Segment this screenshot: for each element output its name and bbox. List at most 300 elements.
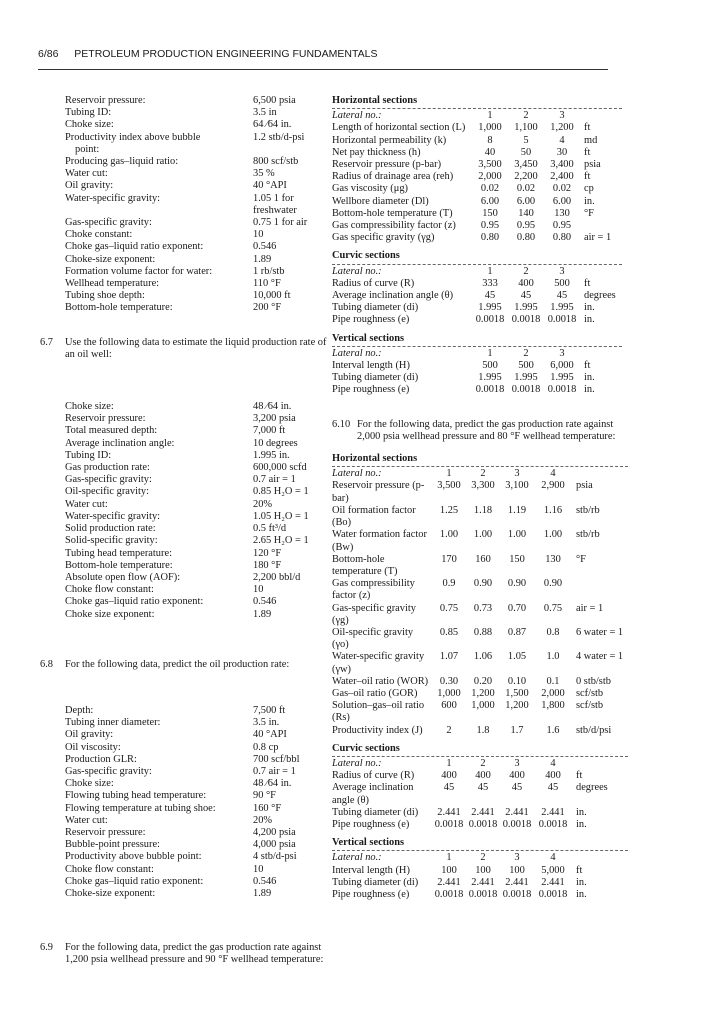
row-label: Gas compressibility factor (z): [332, 220, 456, 232]
data-label: Water cut:: [65, 814, 108, 826]
table-row: [332, 676, 628, 688]
data-row: [65, 499, 333, 511]
data-label: Choke constant:: [65, 229, 133, 241]
problem-6-7: [40, 337, 333, 361]
table-cell: ft: [584, 171, 591, 183]
problem-6-6-data: [65, 95, 333, 315]
table-row: [332, 578, 628, 602]
table-cell: in.: [576, 876, 587, 888]
table-cell: 150: [482, 207, 498, 219]
data-label: Reservoir pressure:: [65, 95, 146, 106]
table-cell: in.: [576, 806, 587, 818]
table-row: [332, 865, 628, 877]
row-label: Water formation factor (Bw): [332, 529, 427, 553]
row-label: Gas compressibility factor (z): [332, 578, 415, 602]
table-cell: 0.9: [442, 578, 456, 590]
data-row: [65, 217, 333, 229]
row-label: Interval length (H): [332, 360, 410, 372]
data-row: [65, 888, 333, 900]
row-label: Tubing diameter (di): [332, 302, 419, 314]
table-cell: 1,200: [471, 687, 495, 699]
data-row: [65, 803, 333, 815]
row-label: Lateral no.:: [332, 265, 382, 277]
table-row: [332, 196, 622, 208]
data-value: 48 ⁄64 in.: [253, 401, 292, 413]
data-row: [65, 486, 333, 498]
table-row: [332, 700, 628, 724]
data-value: 3,200 psia: [253, 413, 296, 425]
vertical-sections-table: [332, 849, 628, 901]
table-cell: 400: [545, 770, 561, 782]
table-cell: 0.95: [480, 220, 500, 232]
row-label: Pipe roughness (e): [332, 888, 410, 900]
table-cell: scf/stb: [576, 700, 604, 712]
row-label: Average inclination angle (θ): [332, 290, 454, 302]
data-value: 10: [253, 584, 264, 596]
data-row: [65, 864, 333, 876]
data-value: 0.75 1 for air: [253, 217, 308, 229]
table-cell: 2: [480, 468, 486, 480]
table-row: [332, 360, 622, 372]
table-cell: 2: [523, 265, 529, 277]
table-cell: 1.995: [478, 302, 502, 314]
data-row: [65, 827, 333, 839]
data-label: Wellhead temperature:: [65, 278, 160, 290]
table-cell: 6.00: [552, 195, 572, 207]
data-value: 0.546: [253, 875, 277, 887]
table-cell: 1.06: [473, 651, 493, 663]
data-value: 2.65 H₂O = 1: [253, 535, 309, 547]
data-label: Tubing shoe depth:: [65, 290, 145, 302]
table-cell: 0.1: [546, 675, 560, 687]
table-cell: 3,400: [550, 159, 574, 171]
data-label: Bottom-hole temperature:: [65, 559, 173, 571]
row-label: Oil-specific gravity (γo): [332, 626, 414, 651]
table-cell: degrees: [584, 290, 616, 302]
table-cell: air = 1: [576, 602, 604, 614]
problem-6-8-data: [65, 705, 333, 900]
data-row: [65, 144, 333, 156]
table-cell: 0.30: [439, 675, 459, 687]
table-cell: 100: [441, 864, 457, 876]
data-label: Choke gas–liquid ratio exponent:: [65, 875, 204, 887]
data-value: 1 rb/stb: [253, 265, 285, 277]
table-row: [332, 290, 622, 302]
data-label: Production GLR:: [65, 753, 137, 765]
table-cell: ft: [576, 864, 583, 876]
table-row: [332, 314, 622, 326]
table-cell: 2,200: [514, 171, 538, 183]
data-row: [65, 302, 333, 314]
data-row: [65, 523, 333, 535]
data-label: Gas-specific gravity:: [65, 217, 152, 229]
data-row: [65, 815, 333, 827]
table-cell: 1.19: [507, 504, 527, 516]
table-row: [332, 782, 628, 806]
table-cell: 1.07: [439, 651, 459, 663]
table-cell: 0.0018: [502, 888, 532, 900]
table-cell: 1.18: [473, 504, 493, 516]
data-value: 0.8 cp: [253, 741, 279, 753]
data-label: Reservoir pressure:: [65, 413, 146, 425]
row-label: Lateral no.:: [332, 852, 382, 864]
data-label: Solid production rate:: [65, 523, 156, 535]
data-label: Average inclination angle:: [65, 437, 175, 449]
data-value: 20%: [253, 498, 273, 510]
right-column: [332, 95, 632, 901]
table-cell: 0.95: [552, 220, 572, 232]
table-cell: 2,000: [541, 687, 565, 699]
table-row: [332, 852, 628, 864]
table-cell: 1: [446, 468, 452, 480]
data-value: 120 °F: [253, 547, 282, 559]
data-row: [65, 596, 333, 608]
table-cell: 400: [475, 770, 491, 782]
table-row: [332, 232, 622, 244]
data-row: [65, 229, 333, 241]
table-cell: 0.0018: [468, 888, 498, 900]
table-cell: [580, 110, 622, 122]
table-cell: 1,800: [541, 700, 565, 712]
table-row: [332, 505, 628, 529]
table-cell: in.: [584, 372, 595, 384]
data-row: [65, 290, 333, 302]
data-label: Gas-specific gravity:: [65, 765, 152, 777]
table-cell: 30: [556, 146, 568, 158]
table-cell: 1: [446, 852, 452, 864]
table-row: [332, 135, 622, 147]
table-cell: 0.90: [507, 578, 527, 590]
row-label: Interval length (H): [332, 864, 410, 876]
data-label: Choke-size exponent:: [65, 253, 156, 265]
table-cell: 4 water = 1: [576, 651, 624, 663]
table-cell: in.: [584, 384, 595, 396]
curvic-sections-title: Curvic sections: [332, 742, 400, 754]
row-label: Lateral no.:: [332, 757, 382, 769]
data-row: [65, 413, 333, 425]
table-cell: 45: [520, 290, 532, 302]
table-cell: 1.00: [543, 529, 563, 541]
table-cell: 2.441: [505, 876, 529, 888]
table-cell: 0.02: [516, 183, 536, 195]
data-value: 64 ⁄64 in.: [253, 119, 292, 131]
problem-number: 6.8: [40, 658, 53, 670]
data-value: 0.85 H₂O = 1: [253, 486, 309, 498]
data-label: Tubing head temperature:: [65, 547, 172, 559]
running-header: [38, 48, 608, 68]
table-cell: [572, 852, 628, 864]
table-cell: 0.20: [473, 675, 493, 687]
table-cell: 3: [514, 468, 520, 480]
table-row: [332, 147, 622, 159]
header-rule: [38, 69, 608, 70]
row-label: Lateral no.:: [332, 110, 382, 122]
data-row: [65, 609, 333, 621]
problem-6-9-table: [332, 95, 632, 397]
data-label: Choke size exponent:: [65, 608, 155, 620]
data-value: [253, 144, 333, 156]
table-cell: ft: [584, 122, 591, 134]
row-label: Pipe roughness (e): [332, 314, 410, 326]
data-label: Oil gravity:: [65, 729, 114, 741]
data-value: 1.2 stb/d-psi: [253, 131, 305, 143]
table-cell: 45: [556, 290, 568, 302]
table-cell: 0.0018: [547, 314, 577, 326]
row-label: Tubing diameter (di): [332, 876, 419, 888]
problem-number: 6.7: [40, 336, 53, 348]
problem-number: 6.10: [332, 418, 351, 430]
table-cell: 0.0018: [538, 888, 568, 900]
table-cell: 1.0: [546, 651, 560, 663]
row-label: Reservoir pressure (p-bar): [332, 480, 425, 504]
data-label: Oil viscosity:: [65, 741, 121, 753]
table-cell: 3,500: [437, 480, 461, 492]
data-value: 1.89: [253, 608, 272, 620]
table-cell: [580, 348, 622, 360]
table-cell: 4: [550, 757, 556, 769]
table-cell: 1,000: [437, 687, 461, 699]
table-row: [332, 770, 628, 782]
table-cell: 400: [518, 277, 534, 289]
row-label: Oil formation factor (Bo): [332, 504, 416, 529]
table-cell: 4: [559, 134, 565, 146]
table-cell: 1.00: [439, 529, 459, 541]
problem-text: For the following data, predict the gas production rate against 2,000 psia wellhead pressure and 80 °F wellhead temperature:: [357, 418, 616, 442]
data-row: [65, 168, 333, 180]
row-label: Water–oil ratio (WOR): [332, 675, 429, 687]
table-cell: 0.0018: [434, 888, 464, 900]
data-label: Choke size:: [65, 778, 114, 790]
data-label: Producing gas–liquid ratio:: [65, 156, 179, 168]
table-cell: 1.00: [507, 529, 527, 541]
table-cell: degrees: [576, 782, 608, 794]
table-row: [332, 688, 628, 700]
data-label: Absolute open flow (AOF):: [65, 571, 181, 583]
data-value: 0.546: [253, 241, 277, 253]
table-cell: 0 stb/stb: [576, 675, 611, 687]
data-label: Water-specific gravity:: [65, 192, 161, 204]
data-row: [65, 438, 333, 450]
table-row: [332, 758, 628, 770]
horizontal-sections-title: Horizontal sections: [332, 453, 418, 465]
table-row: [332, 529, 628, 553]
table-cell: [580, 266, 622, 278]
table-cell: 3: [559, 110, 565, 122]
table-row: [332, 651, 628, 675]
data-value: 48 ⁄64 in.: [253, 778, 292, 790]
data-row: [65, 851, 333, 863]
table-row: [332, 889, 628, 901]
data-value: 7,000 ft: [253, 425, 286, 437]
problem-text: For the following data, predict the oil production rate:: [65, 658, 290, 670]
problem-text: Use the following data to estimate the liquid production rate of an oil well:: [65, 336, 327, 360]
horizontal-sections-table: [332, 465, 628, 736]
table-cell: ft: [584, 360, 591, 372]
table-cell: 1.00: [473, 529, 493, 541]
data-value: 3.5 in: [253, 107, 277, 119]
table-cell: 1,000: [471, 700, 495, 712]
table-row: [332, 220, 622, 232]
table-cell: 1,200: [505, 700, 529, 712]
table-cell: ft: [584, 277, 591, 289]
data-row: [65, 790, 333, 802]
problem-6-10: [332, 419, 632, 443]
table-cell: 1: [487, 347, 493, 359]
table-cell: scf/stb: [576, 687, 604, 699]
table-cell: 0.10: [507, 675, 527, 687]
table-cell: cp: [584, 183, 594, 195]
data-label: Total measured depth:: [65, 425, 158, 437]
data-value: 4,200 psia: [253, 826, 296, 838]
row-label: Tubing diameter (di): [332, 806, 419, 818]
table-cell: 1,500: [505, 687, 529, 699]
table-cell: 0.0018: [468, 818, 498, 830]
table-row: [332, 603, 628, 627]
data-label: Water cut:: [65, 168, 108, 180]
table-cell: 1.995: [478, 372, 502, 384]
table-cell: 1.6: [546, 724, 560, 736]
table-cell: [572, 578, 628, 602]
data-label: Gas production rate:: [65, 462, 150, 474]
data-label: Choke size:: [65, 119, 114, 131]
row-label: Bottom-hole temperature (T): [332, 553, 398, 577]
data-row: [65, 535, 333, 547]
data-value: 0.5 ft³/d: [253, 523, 287, 535]
table-cell: 2.441: [471, 876, 495, 888]
table-cell: 3,300: [471, 480, 495, 492]
page-number: 6/86: [38, 48, 59, 60]
data-value: 1.995 in.: [253, 449, 290, 461]
data-value: 160 °F: [253, 802, 282, 814]
table-cell: 2: [523, 347, 529, 359]
table-row: [332, 159, 622, 171]
data-value: 40 °API: [253, 729, 287, 741]
table-row: [332, 819, 628, 831]
data-value: 0.546: [253, 596, 277, 608]
table-cell: air = 1: [584, 232, 612, 244]
table-cell: 6,000: [550, 360, 574, 372]
table-cell: 1.995: [514, 372, 538, 384]
data-value: 200 °F: [253, 302, 282, 314]
table-cell: [572, 758, 628, 770]
table-cell: 40: [484, 146, 496, 158]
vertical-sections-table: [332, 345, 622, 397]
table-cell: 100: [475, 864, 491, 876]
data-row: [65, 572, 333, 584]
table-cell: 0.0018: [502, 818, 532, 830]
data-value: 180 °F: [253, 559, 282, 571]
table-cell: 0.0018: [538, 818, 568, 830]
problem-number: 6.9: [40, 942, 53, 954]
curvic-sections-table: [332, 755, 628, 831]
table-row: [332, 877, 628, 889]
data-value: 700 scf/bbl: [253, 753, 300, 765]
table-cell: [572, 468, 628, 480]
table-cell: 2.441: [541, 876, 565, 888]
table-row: [332, 480, 628, 504]
table-row: [332, 266, 622, 278]
table-cell: 1.995: [514, 302, 538, 314]
table-cell: 160: [475, 553, 491, 565]
data-value: 10 degrees: [253, 437, 298, 449]
table-cell: 0.02: [552, 183, 572, 195]
table-cell: 0.80: [516, 232, 536, 244]
table-cell: 2,900: [541, 480, 565, 492]
table-cell: 45: [443, 782, 455, 794]
data-label: Choke size:: [65, 401, 114, 413]
data-value: 10,000 ft: [253, 290, 291, 302]
data-value: 0.7 air = 1: [253, 474, 296, 486]
data-label: Water-specific gravity:: [65, 510, 161, 522]
data-value: 10: [253, 863, 264, 875]
table-cell: 4: [550, 852, 556, 864]
row-label: Gas viscosity (μg): [332, 183, 408, 195]
table-cell: 2,000: [478, 171, 502, 183]
curvic-sections-title: Curvic sections: [332, 250, 400, 262]
row-label: Lateral no.:: [332, 468, 382, 480]
data-row: [65, 95, 333, 107]
data-row: [65, 754, 333, 766]
problem-6-8: [40, 659, 333, 671]
table-cell: psia: [576, 480, 593, 492]
table-cell: 500: [518, 360, 534, 372]
table-cell: 5: [523, 134, 529, 146]
data-value: 20%: [253, 814, 273, 826]
data-row: [65, 241, 333, 253]
table-cell: 0.80: [480, 232, 500, 244]
table-cell: 3: [559, 347, 565, 359]
table-cell: 500: [482, 360, 498, 372]
data-label: Choke gas–liquid ratio exponent:: [65, 241, 204, 253]
curvic-sections-table: [332, 263, 622, 327]
data-row: [65, 254, 333, 266]
row-label: Productivity index (J): [332, 724, 423, 736]
table-cell: 0.90: [543, 578, 563, 590]
table-cell: 2: [446, 724, 452, 736]
problem-6-7-data: [65, 401, 333, 621]
table-cell: stb/d/psi: [576, 724, 612, 736]
data-row: [65, 705, 333, 717]
table-cell: 3,500: [478, 159, 502, 171]
table-cell: 45: [484, 290, 496, 302]
data-row: [65, 132, 333, 144]
table-cell: in.: [584, 314, 595, 326]
data-row: [65, 717, 333, 729]
data-label: Bubble-point pressure:: [65, 839, 160, 851]
data-label: Flowing temperature at tubing shoe:: [65, 802, 216, 814]
table-cell: 2.441: [505, 806, 529, 818]
table-cell: 333: [482, 277, 498, 289]
table-cell: 5,000: [541, 864, 565, 876]
left-column: [40, 95, 333, 967]
data-row: [65, 156, 333, 168]
row-label: Gas–oil ratio (GOR): [332, 687, 418, 699]
data-value: 1.89: [253, 887, 272, 899]
table-cell: 3: [514, 852, 520, 864]
row-label: Wellbore diameter (Dl): [332, 195, 429, 207]
data-value: 6,500 psia: [253, 95, 296, 106]
table-cell: 2: [480, 757, 486, 769]
data-value: 90 °F: [253, 790, 276, 802]
data-row: [65, 450, 333, 462]
table-row: [332, 122, 622, 134]
data-value: 600,000 scfd: [253, 462, 307, 474]
table-cell: 8: [487, 134, 493, 146]
table-cell: [580, 220, 622, 232]
table-cell: 0.73: [473, 602, 493, 614]
row-label: Average inclination angle (θ): [332, 782, 414, 806]
table-row: [332, 278, 622, 290]
